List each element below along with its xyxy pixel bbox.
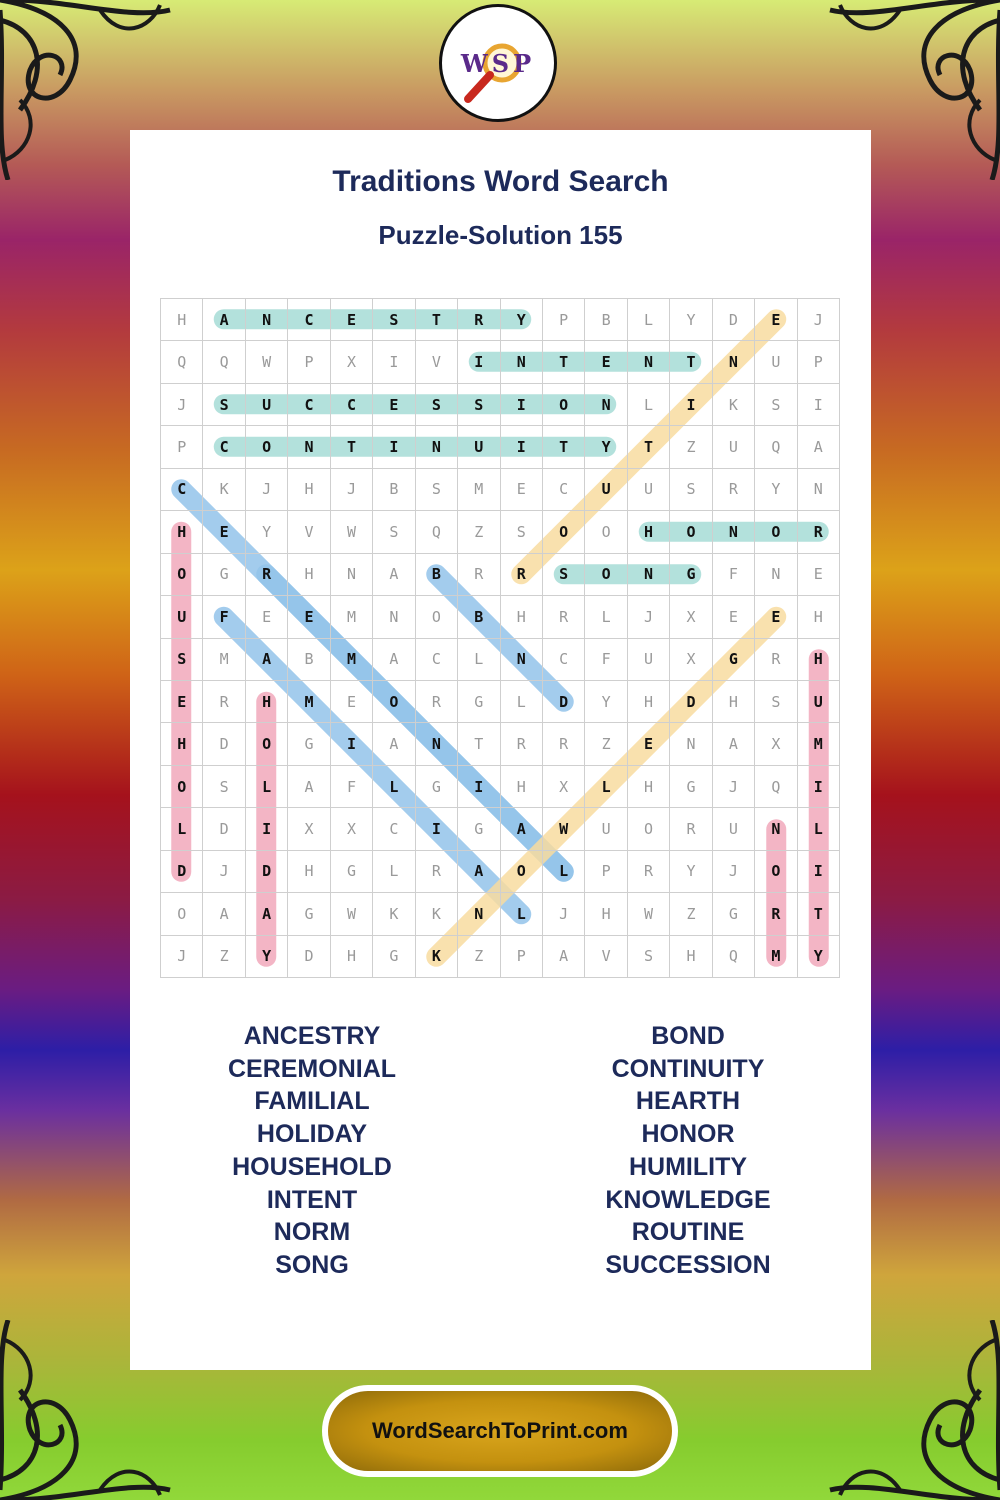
grid-cell: S (416, 384, 458, 426)
grid-cell: Y (670, 299, 712, 341)
grid-cell: N (628, 554, 670, 596)
grid-cell: C (161, 469, 203, 511)
word-item: KNOWLEDGE (605, 1185, 771, 1214)
grid-cell: E (373, 384, 415, 426)
website-label[interactable]: WordSearchToPrint.com (328, 1391, 672, 1471)
grid-cell: Q (713, 936, 755, 978)
grid-cell: U (458, 426, 500, 468)
grid-cell: P (585, 851, 627, 893)
grid-cell: T (543, 341, 585, 383)
grid-cell: H (628, 511, 670, 553)
grid-cell: E (246, 596, 288, 638)
grid-cell: R (416, 681, 458, 723)
grid-cell: L (628, 299, 670, 341)
grid-cell: P (501, 936, 543, 978)
grid-cell: Y (755, 469, 797, 511)
grid-cell: R (755, 893, 797, 935)
grid-cell: E (628, 723, 670, 765)
grid-cell: T (670, 341, 712, 383)
word-item: ANCESTRY (243, 1022, 381, 1050)
grid-cell: L (628, 384, 670, 426)
grid-cell: C (288, 384, 330, 426)
grid-cell: G (458, 681, 500, 723)
grid-cell: J (246, 469, 288, 511)
grid-cell: O (416, 596, 458, 638)
grid-cell: N (585, 384, 627, 426)
grid-cell: I (798, 851, 840, 893)
grid-cell: Y (501, 299, 543, 341)
grid-cell: A (203, 893, 245, 935)
grid-cell: Y (246, 936, 288, 978)
grid-cell: C (543, 469, 585, 511)
word-item: INTENT (266, 1185, 358, 1214)
grid-cell: N (755, 808, 797, 850)
grid-cell: O (670, 511, 712, 553)
grid-cell: D (203, 808, 245, 850)
grid-cell: K (713, 384, 755, 426)
grid-cell: S (670, 469, 712, 511)
grid-cell: E (755, 596, 797, 638)
grid-cell: N (798, 469, 840, 511)
grid-cell: O (585, 511, 627, 553)
grid-cell: N (416, 723, 458, 765)
grid-cell: X (288, 808, 330, 850)
grid-cell: T (543, 426, 585, 468)
grid-cell: N (416, 426, 458, 468)
grid-cell: A (246, 893, 288, 935)
grid-cell: M (798, 723, 840, 765)
grid-cell: E (501, 469, 543, 511)
grid-cell: H (161, 511, 203, 553)
grid-cell: A (246, 639, 288, 681)
grid-cell: R (416, 851, 458, 893)
grid-cell: H (161, 299, 203, 341)
grid-cell: Z (670, 893, 712, 935)
grid-cell: M (331, 596, 373, 638)
word-item: HUMILITY (628, 1152, 748, 1181)
grid-cell: X (670, 596, 712, 638)
grid-cell: S (161, 639, 203, 681)
grid-cell: O (755, 851, 797, 893)
page-title: Traditions Word Search (332, 165, 669, 198)
grid-cell: Z (458, 936, 500, 978)
grid-cell: N (713, 511, 755, 553)
grid-cell: P (543, 299, 585, 341)
grid-cell: W (331, 511, 373, 553)
grid-cell: C (543, 639, 585, 681)
grid-cell: A (458, 851, 500, 893)
grid-cell: Q (203, 341, 245, 383)
puzzle-panel (130, 130, 871, 1370)
grid-cell: K (373, 893, 415, 935)
grid-cell: I (458, 766, 500, 808)
grid-cell: O (161, 554, 203, 596)
grid-cell: Q (416, 511, 458, 553)
grid-cell: N (670, 723, 712, 765)
grid-cell: E (331, 681, 373, 723)
grid-cell: L (373, 851, 415, 893)
grid-cell: U (628, 639, 670, 681)
grid-cell: H (161, 723, 203, 765)
word-item: CEREMONIAL (227, 1054, 397, 1083)
grid-cell: R (246, 554, 288, 596)
word-item: ROUTINE (631, 1218, 745, 1247)
grid-cell: R (713, 469, 755, 511)
grid-cell: B (416, 554, 458, 596)
grid-cell: E (161, 681, 203, 723)
grid-cell: R (203, 681, 245, 723)
grid-cell: X (543, 766, 585, 808)
grid-cell: D (288, 936, 330, 978)
grid-cell: F (203, 596, 245, 638)
word-item: HOLIDAY (256, 1120, 368, 1149)
grid-cell: J (543, 893, 585, 935)
grid-cell: I (670, 384, 712, 426)
grid-cell: H (288, 554, 330, 596)
grid-cell: J (161, 384, 203, 426)
grid-cell: N (501, 341, 543, 383)
grid-cell: M (288, 681, 330, 723)
grid-cell: E (585, 341, 627, 383)
grid-cell: R (628, 851, 670, 893)
grid-cell: I (373, 341, 415, 383)
grid-cell: P (288, 341, 330, 383)
grid-cell: V (288, 511, 330, 553)
grid-cell: N (458, 893, 500, 935)
grid-cell: R (755, 639, 797, 681)
grid-cell: V (416, 341, 458, 383)
grid-cell: H (246, 681, 288, 723)
grid-cell: U (628, 469, 670, 511)
grid-cell: M (458, 469, 500, 511)
grid-cell: Y (585, 681, 627, 723)
grid-cell: G (713, 639, 755, 681)
grid-cell: H (501, 766, 543, 808)
grid-cell: O (161, 766, 203, 808)
grid-cell: Q (755, 426, 797, 468)
grid-cell: R (458, 554, 500, 596)
grid-cell: J (628, 596, 670, 638)
grid-cell: H (501, 596, 543, 638)
grid-cell: L (246, 766, 288, 808)
grid-cell: C (203, 426, 245, 468)
grid-cell: Y (798, 936, 840, 978)
grid-cell: L (798, 808, 840, 850)
grid-cell: C (288, 299, 330, 341)
grid-cell: D (713, 299, 755, 341)
grid-cell: A (543, 936, 585, 978)
grid-cell: F (713, 554, 755, 596)
grid-cell: I (331, 723, 373, 765)
grid-cell: Y (670, 851, 712, 893)
word-item: FAMILIAL (254, 1087, 370, 1116)
grid-cell: N (288, 426, 330, 468)
grid-cell: W (628, 893, 670, 935)
grid-cell: L (585, 596, 627, 638)
grid-cell: J (161, 936, 203, 978)
logo-text: WSP (460, 48, 536, 78)
wsp-logo (439, 4, 557, 122)
grid-cell: I (246, 808, 288, 850)
grid-cell: H (331, 936, 373, 978)
grid-cell: Q (755, 766, 797, 808)
grid-cell: R (501, 554, 543, 596)
grid-cell: L (543, 851, 585, 893)
grid-cell: I (458, 341, 500, 383)
grid-cell: E (203, 511, 245, 553)
grid-cell: S (373, 299, 415, 341)
word-list-right (538, 1020, 838, 1282)
grid-cell: I (416, 808, 458, 850)
grid-cell: G (416, 766, 458, 808)
grid-cell: U (585, 469, 627, 511)
grid-cell: C (331, 384, 373, 426)
grid-cell: B (288, 639, 330, 681)
grid-cell: G (331, 851, 373, 893)
grid-cell: O (501, 851, 543, 893)
word-grid-area (160, 298, 840, 978)
grid-cell: J (713, 851, 755, 893)
grid-cell: L (458, 639, 500, 681)
grid-cell: S (203, 384, 245, 426)
grid-cell: G (670, 554, 712, 596)
letter-grid (160, 298, 840, 978)
grid-cell: J (798, 299, 840, 341)
grid-cell: O (755, 511, 797, 553)
grid-cell: T (331, 426, 373, 468)
grid-cell: G (373, 936, 415, 978)
grid-cell: Z (585, 723, 627, 765)
word-item: HOUSEHOLD (232, 1152, 392, 1181)
grid-cell: G (458, 808, 500, 850)
grid-cell: O (543, 511, 585, 553)
grid-cell: U (713, 426, 755, 468)
grid-cell: O (543, 384, 585, 426)
grid-cell: O (628, 808, 670, 850)
grid-cell: X (331, 341, 373, 383)
grid-cell: V (585, 936, 627, 978)
grid-cell: O (373, 681, 415, 723)
word-item: CONTINUITY (611, 1054, 765, 1083)
grid-cell: U (161, 596, 203, 638)
grid-cell: X (670, 639, 712, 681)
grid-cell: B (585, 299, 627, 341)
grid-cell: S (458, 384, 500, 426)
grid-cell: E (798, 554, 840, 596)
grid-cell: A (203, 299, 245, 341)
grid-cell: A (373, 554, 415, 596)
grid-cell: N (246, 299, 288, 341)
grid-cell: G (670, 766, 712, 808)
grid-cell: W (331, 893, 373, 935)
grid-cell: K (203, 469, 245, 511)
word-item: HONOR (641, 1120, 735, 1149)
grid-cell: X (331, 808, 373, 850)
grid-cell: S (416, 469, 458, 511)
word-item: NORM (273, 1218, 351, 1247)
grid-cell: T (628, 426, 670, 468)
grid-cell: L (161, 808, 203, 850)
grid-cell: G (288, 893, 330, 935)
grid-cell: A (288, 766, 330, 808)
grid-cell: R (458, 299, 500, 341)
grid-cell: S (203, 766, 245, 808)
word-list (130, 1020, 871, 1290)
grid-cell: Z (458, 511, 500, 553)
grid-cell: G (203, 554, 245, 596)
grid-cell: S (373, 511, 415, 553)
grid-cell: C (373, 808, 415, 850)
grid-cell: S (628, 936, 670, 978)
grid-cell: I (798, 384, 840, 426)
grid-cell: O (585, 554, 627, 596)
grid-cell: N (501, 639, 543, 681)
grid-cell: R (501, 723, 543, 765)
grid-cell: D (203, 723, 245, 765)
grid-cell: S (755, 681, 797, 723)
grid-cell: R (798, 511, 840, 553)
word-list-left (162, 1020, 462, 1282)
grid-cell: H (670, 936, 712, 978)
grid-cell: W (543, 808, 585, 850)
grid-cell: N (331, 554, 373, 596)
grid-cell: A (713, 723, 755, 765)
grid-cell: I (373, 426, 415, 468)
grid-cell: M (203, 639, 245, 681)
grid-cell: A (501, 808, 543, 850)
grid-cell: W (246, 341, 288, 383)
grid-cell: Z (203, 936, 245, 978)
grid-cell: D (246, 851, 288, 893)
grid-cell: D (543, 681, 585, 723)
grid-cell: L (501, 893, 543, 935)
grid-cell: D (161, 851, 203, 893)
grid-cell: N (373, 596, 415, 638)
grid-cell: L (373, 766, 415, 808)
grid-cell: X (755, 723, 797, 765)
grid-cell: C (416, 639, 458, 681)
grid-cell: A (798, 426, 840, 468)
grid-cell: S (755, 384, 797, 426)
grid-cell: S (501, 511, 543, 553)
word-item: SUCCESSION (605, 1250, 771, 1279)
grid-cell: O (161, 893, 203, 935)
grid-cell: I (798, 766, 840, 808)
grid-cell: H (798, 639, 840, 681)
grid-cell: E (288, 596, 330, 638)
grid-cell: T (458, 723, 500, 765)
grid-cell: I (501, 426, 543, 468)
grid-cell: U (585, 808, 627, 850)
grid-cell: U (713, 808, 755, 850)
grid-cell: A (373, 639, 415, 681)
grid-cell: Q (161, 341, 203, 383)
grid-cell: E (713, 596, 755, 638)
grid-cell: H (585, 893, 627, 935)
grid-cell: Y (246, 511, 288, 553)
grid-cell: F (331, 766, 373, 808)
grid-cell: G (288, 723, 330, 765)
grid-cell: Y (585, 426, 627, 468)
website-button[interactable] (322, 1385, 678, 1477)
grid-cell: B (373, 469, 415, 511)
grid-cell: N (755, 554, 797, 596)
grid-cell: A (373, 723, 415, 765)
grid-cell: T (798, 893, 840, 935)
grid-cell: P (161, 426, 203, 468)
grid-cell: Z (670, 426, 712, 468)
grid-cell: G (713, 893, 755, 935)
grid-cell: H (628, 681, 670, 723)
grid-cell: J (331, 469, 373, 511)
grid-cell: J (203, 851, 245, 893)
grid-cell: I (501, 384, 543, 426)
grid-cell: O (246, 426, 288, 468)
grid-cell: J (713, 766, 755, 808)
grid-cell: F (585, 639, 627, 681)
grid-cell: O (246, 723, 288, 765)
page-subtitle: Puzzle-Solution 155 (378, 220, 623, 250)
grid-cell: M (331, 639, 373, 681)
grid-cell: H (628, 766, 670, 808)
grid-cell: H (798, 596, 840, 638)
grid-cell: K (416, 893, 458, 935)
grid-cell: R (543, 596, 585, 638)
grid-cell: T (416, 299, 458, 341)
word-item: HEARTH (635, 1087, 741, 1116)
grid-cell: E (755, 299, 797, 341)
grid-cell: D (670, 681, 712, 723)
grid-cell: R (670, 808, 712, 850)
grid-cell: H (288, 469, 330, 511)
grid-cell: K (416, 936, 458, 978)
grid-cell: U (755, 341, 797, 383)
word-item: SONG (275, 1250, 349, 1279)
grid-cell: U (246, 384, 288, 426)
grid-cell: B (458, 596, 500, 638)
grid-cell: E (331, 299, 373, 341)
grid-cell: M (755, 936, 797, 978)
grid-cell: H (288, 851, 330, 893)
grid-cell: U (798, 681, 840, 723)
word-item: BOND (651, 1022, 725, 1050)
grid-cell: P (798, 341, 840, 383)
grid-cell: N (713, 341, 755, 383)
grid-cell: L (585, 766, 627, 808)
grid-cell: S (543, 554, 585, 596)
grid-cell: R (543, 723, 585, 765)
grid-cell: H (713, 681, 755, 723)
grid-cell: N (628, 341, 670, 383)
grid-cell: L (501, 681, 543, 723)
